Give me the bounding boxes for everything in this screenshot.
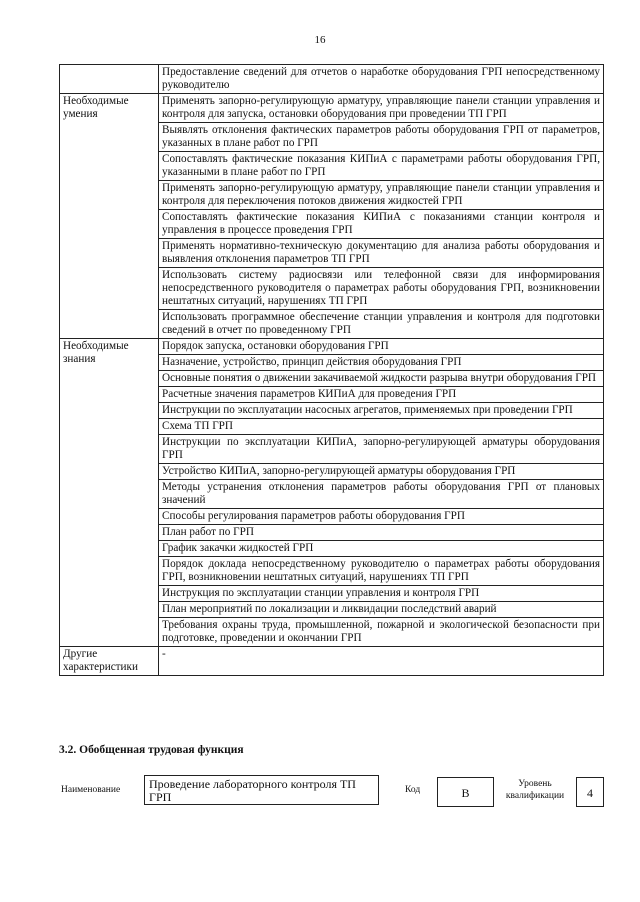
category-cell-skills: Необходимые умения <box>60 94 159 339</box>
name-label: Наименование <box>61 785 121 795</box>
name-value: Проведение лабораторного контроля ТП ГРП <box>144 775 379 805</box>
table-cell-item: Инструкции по эксплуатации КИПиА, запорно-регулирующей арматуры оборудования ГРП <box>159 435 604 464</box>
table-cell-item: Основные понятия о движении закачиваемой жидкости разрыва внутри оборудования ГРП <box>159 371 604 387</box>
table-cell-item: Порядок запуска, остановки оборудования ГРП <box>159 339 604 355</box>
table-cell-item: Схема ТП ГРП <box>159 419 604 435</box>
page-number: 16 <box>314 34 326 46</box>
table-cell-item: Инструкции по эксплуатации насосных агрегатов, применяемых при проведении ГРП <box>159 403 604 419</box>
table-cell-item: Сопоставлять фактические показания КИПиА с показаниями станции контроля и управления в процессе проведения ГРП <box>159 210 604 239</box>
table-cell-item: Выявлять отклонения фактических параметров работы оборудования ГРП от параметров, указанных в плане работ по ГРП <box>159 123 604 152</box>
category-cell-knowledge: Необходимые знания <box>60 339 159 647</box>
table-cell-item: Использовать систему радиосвязи или телефонной связи для информирования непосредственного руководителя о параметрах работы оборудования ГРП, возникновении нештатных ситуаций, нарушениях ТП ГРП <box>159 268 604 310</box>
table-cell-item: - <box>159 647 604 676</box>
level-label: Уровень квалификации <box>505 779 565 801</box>
table-cell-item: Порядок доклада непосредственному руководителю о параметрах работы оборудования ГРП, возникновении нештатных ситуаций, нарушениях ТП ГРП <box>159 557 604 586</box>
table-row <box>60 339 604 355</box>
table-cell-item: Требования охраны труда, промышленной, пожарной и экологической безопасности при подготовке, проведении и окончании ГРП <box>159 618 604 647</box>
code-label: Код <box>405 785 421 795</box>
table-cell-item: Применять запорно-регулирующую арматуру, управляющие панели станции управления и контроля для переключения потоков движения жидкостей ГРП <box>159 181 604 210</box>
table-cell-item: Сопоставлять фактические показания КИПиА с параметрами работы оборудования ГРП, указанными в плане работ по ГРП <box>159 152 604 181</box>
section-title: 3.2. Обобщенная трудовая функция <box>59 744 244 756</box>
table-cell-item: Способы регулирования параметров работы оборудования ГРП <box>159 509 604 525</box>
code-value: В <box>437 777 494 807</box>
level-value: 4 <box>576 777 604 807</box>
table-row <box>60 647 604 676</box>
table-cell-item: Использовать программное обеспечение станции управления и контроля для подготовки сведений в отчет по проведенному ГРП <box>159 310 604 339</box>
table-cell-item: Инструкция по эксплуатации станции управления и контроля ГРП <box>159 586 604 602</box>
category-cell-other: Другие характеристики <box>60 647 159 676</box>
table-cell-item: Назначение, устройство, принцип действия оборудования ГРП <box>159 355 604 371</box>
table-cell-item: Применять запорно-регулирующую арматуру, управляющие панели станции управления и контроля для запуска, остановки оборудования при проведении ТП ГРП <box>159 94 604 123</box>
table-cell-item: План работ по ГРП <box>159 525 604 541</box>
generalized-function-row <box>59 775 604 815</box>
table-cell-item: Предоставление сведений для отчетов о наработке оборудования ГРП непосредственному руководителю <box>159 65 604 94</box>
table-cell-item: Применять нормативно-техническую документацию для анализа работы оборудования и выявления отклонения параметров ТП ГРП <box>159 239 604 268</box>
labor-actions-table <box>59 64 604 676</box>
table-cell-item: График закачки жидкостей ГРП <box>159 541 604 557</box>
category-cell-empty <box>60 65 159 94</box>
table-cell-item: Расчетные значения параметров КИПиА для проведения ГРП <box>159 387 604 403</box>
table-cell-item: Методы устранения отклонения параметров работы оборудования ГРП от плановых значений <box>159 480 604 509</box>
table-cell-item: План мероприятий по локализации и ликвидации последствий аварий <box>159 602 604 618</box>
table-cell-item: Устройство КИПиА, запорно-регулирующей арматуры оборудования ГРП <box>159 464 604 480</box>
table-row <box>60 65 604 94</box>
table-row <box>60 94 604 123</box>
